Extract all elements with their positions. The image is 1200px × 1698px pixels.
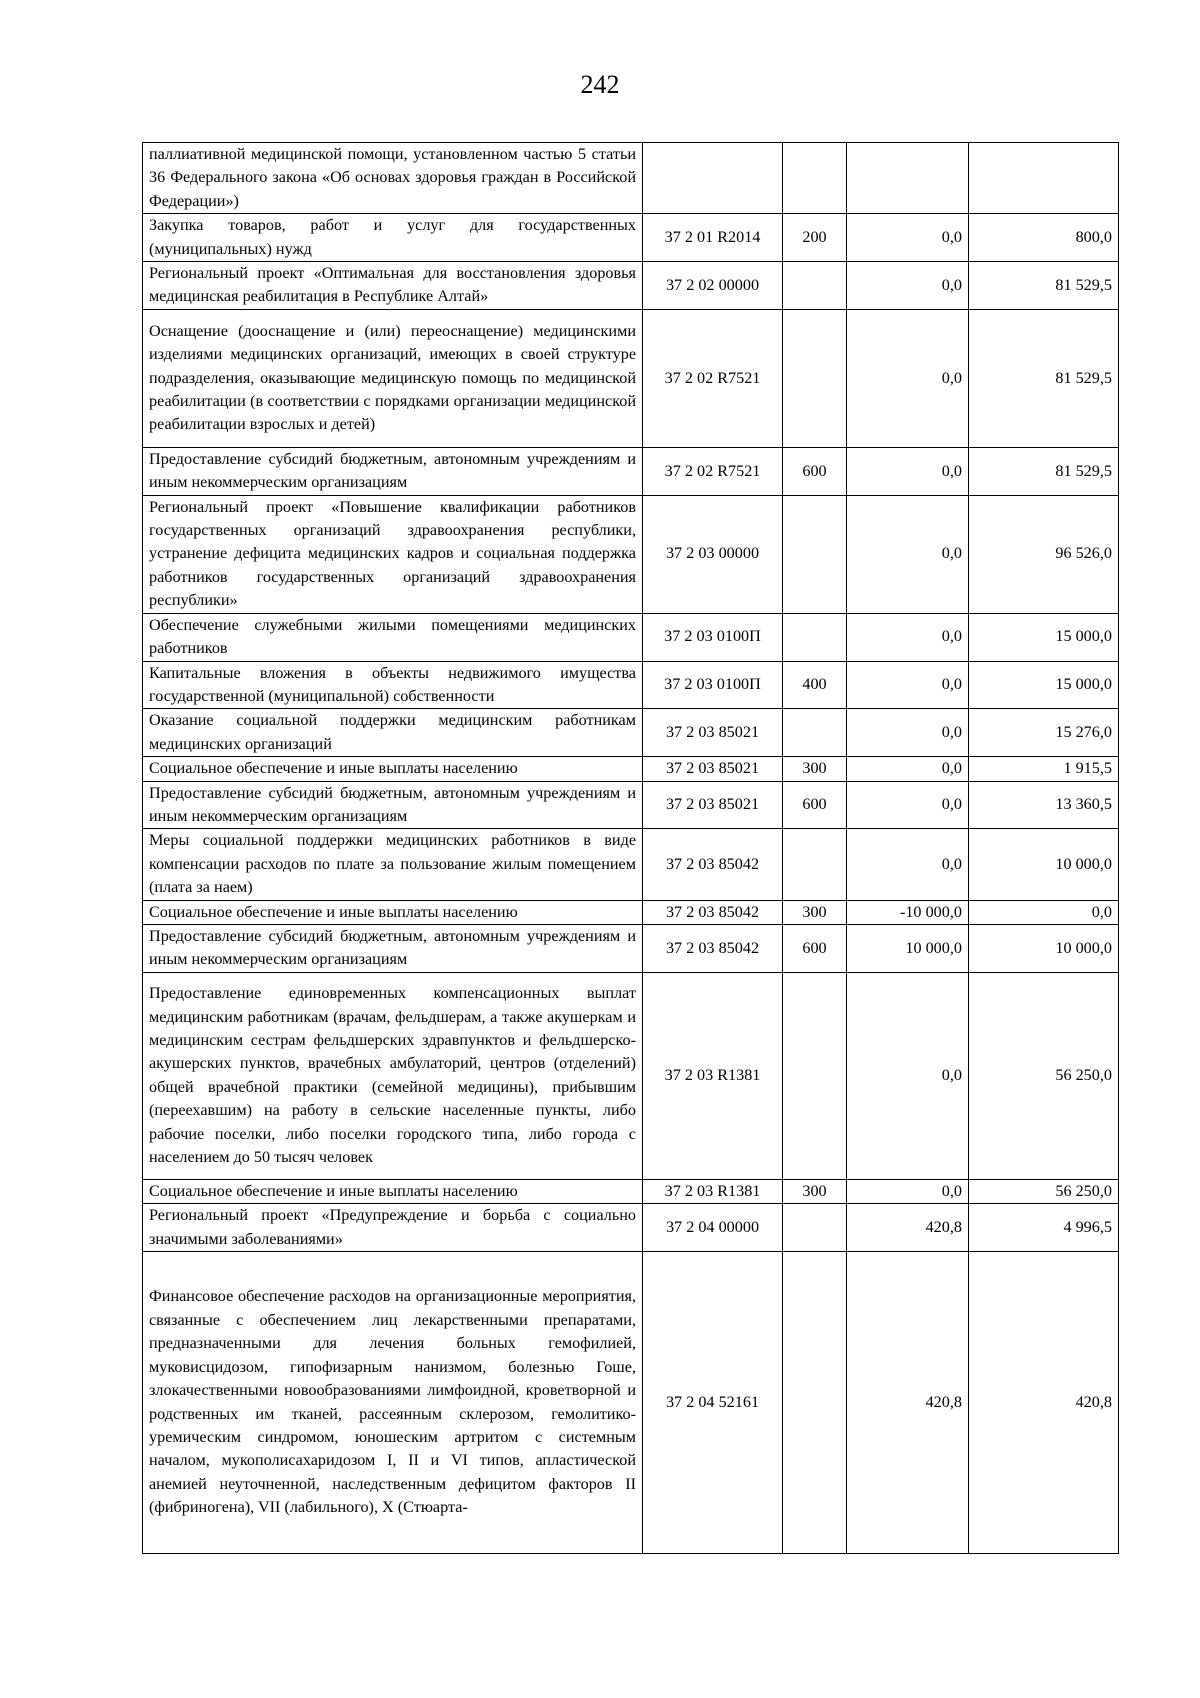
row-expense-type: 300 [783,1179,847,1203]
row-change [847,143,969,214]
row-expense-type [783,613,847,661]
table-row [143,900,1119,924]
row-name: Обеспечение служебными жилыми помещениями медицинских работников [143,613,643,661]
row-expense-type [783,972,847,1179]
row-change: 10 000,0 [847,924,969,972]
row-expense-type: 200 [783,214,847,262]
row-total: 1 915,5 [969,757,1119,781]
row-total [969,143,1119,214]
row-code: 37 2 02 R7521 [643,447,783,495]
row-expense-type: 600 [783,447,847,495]
table-row [143,613,1119,661]
row-total: 56 250,0 [969,1179,1119,1203]
row-name: Социальное обеспечение и иные выплаты населению [143,1179,643,1203]
row-change: 0,0 [847,495,969,613]
row-code: 37 2 03 85021 [643,781,783,829]
row-total: 4 996,5 [969,1204,1119,1252]
row-code: 37 2 03 0100П [643,661,783,709]
row-change: 0,0 [847,262,969,310]
row-total: 0,0 [969,900,1119,924]
budget-table [142,142,1119,1554]
row-name: Финансовое обеспечение расходов на организационные мероприятия, связанные с обеспечением лиц лекарственными препаратами, предназначенными для лечения больных гемофилией, муковисцидозом, гипофизарным нанизмом, болезнью Гоше, злокачественными новообразованиями лимфоидной, кроветворной и родственных им тканей, рассеянным склерозом, гемолитико-уремическим синдромом, юношеским артритом с системным началом, мукополисахаридозом I, II и VI типов, апластической анемией неуточненной, наследственным дефицитом факторов II (фибриногена), VII (лабильного), X (Стюарта- [143,1252,643,1554]
row-change: 0,0 [847,709,969,757]
row-change: 0,0 [847,214,969,262]
row-expense-type: 600 [783,924,847,972]
row-code: 37 2 03 0100П [643,613,783,661]
table-row [143,709,1119,757]
table-row [143,495,1119,613]
row-total: 56 250,0 [969,972,1119,1179]
table-row [143,262,1119,310]
row-code: 37 2 04 52161 [643,1252,783,1554]
row-code: 37 2 03 85042 [643,900,783,924]
budget-table-body [143,143,1119,1554]
row-change: 420,8 [847,1252,969,1554]
row-code: 37 2 03 R1381 [643,972,783,1179]
row-code: 37 2 02 00000 [643,262,783,310]
row-expense-type [783,1204,847,1252]
table-row [143,447,1119,495]
row-expense-type [783,829,847,900]
row-name: Оснащение (дооснащение и (или) переоснащение) медицинскими изделиями медицинских организаций, имеющих в своей структуре подразделения, оказывающие медицинскую помощь по медицинской реабилитации (в соответствии с порядками организации медицинской реабилитации взрослых и детей) [143,309,643,447]
row-expense-type [783,1252,847,1554]
row-code: 37 2 03 85021 [643,757,783,781]
row-total: 15 000,0 [969,613,1119,661]
row-total: 15 276,0 [969,709,1119,757]
row-change: 0,0 [847,661,969,709]
row-change: 0,0 [847,309,969,447]
row-name: Меры социальной поддержки медицинских работников в виде компенсации расходов по плате за пользование жилым помещением (плата за наем) [143,829,643,900]
table-row [143,829,1119,900]
row-expense-type: 300 [783,757,847,781]
row-code: 37 2 03 85042 [643,924,783,972]
row-name: Социальное обеспечение и иные выплаты населению [143,757,643,781]
row-code: 37 2 03 85042 [643,829,783,900]
row-total: 81 529,5 [969,447,1119,495]
row-name: Капитальные вложения в объекты недвижимого имущества государственной (муниципальной) собственности [143,661,643,709]
table-row [143,214,1119,262]
row-total: 10 000,0 [969,829,1119,900]
table-row [143,1252,1119,1554]
table-row [143,781,1119,829]
row-name: Региональный проект «Предупреждение и борьба с социально значимыми заболеваниями» [143,1204,643,1252]
row-total: 10 000,0 [969,924,1119,972]
row-name: Предоставление субсидий бюджетным, автономным учреждениям и иным некоммерческим организациям [143,924,643,972]
row-name: Предоставление единовременных компенсационных выплат медицинским работникам (врачам, фельдшерам, а также акушеркам и медицинским сестрам фельдшерских здравпунктов и фельдшерско-акушерских пунктов, врачебных амбулаторий, центров (отделений) общей врачебной практики (семейной медицины), прибывшим (переехавшим) на работу в сельские населенные пункты, либо рабочие поселки, либо поселки городского типа, либо города с населением до 50 тысяч человек [143,972,643,1179]
row-change: 0,0 [847,781,969,829]
row-total: 420,8 [969,1252,1119,1554]
row-code [643,143,783,214]
page-number: 242 [580,70,620,99]
row-total: 81 529,5 [969,309,1119,447]
row-change: 0,0 [847,829,969,900]
row-change: 0,0 [847,1179,969,1203]
row-change: 0,0 [847,972,969,1179]
row-total: 81 529,5 [969,262,1119,310]
row-name: Предоставление субсидий бюджетным, автономным учреждениям и иным некоммерческим организациям [143,781,643,829]
row-code: 37 2 02 R7521 [643,309,783,447]
table-row [143,972,1119,1179]
table-row [143,661,1119,709]
row-expense-type: 400 [783,661,847,709]
table-row [143,309,1119,447]
row-name: Предоставление субсидий бюджетным, автономным учреждениям и иным некоммерческим организациям [143,447,643,495]
row-name: Региональный проект «Оптимальная для восстановления здоровья медицинская реабилитация в Республике Алтай» [143,262,643,310]
row-change: 0,0 [847,613,969,661]
table-row [143,757,1119,781]
row-code: 37 2 03 R1381 [643,1179,783,1203]
row-expense-type [783,495,847,613]
row-code: 37 2 01 R2014 [643,214,783,262]
table-row [143,1204,1119,1252]
row-expense-type [783,709,847,757]
row-total: 15 000,0 [969,661,1119,709]
row-total: 96 526,0 [969,495,1119,613]
row-expense-type: 600 [783,781,847,829]
row-expense-type: 300 [783,900,847,924]
row-change: 0,0 [847,757,969,781]
table-row [143,143,1119,214]
row-name: Оказание социальной поддержки медицинским работникам медицинских организаций [143,709,643,757]
row-change: 420,8 [847,1204,969,1252]
row-expense-type [783,262,847,310]
row-code: 37 2 04 00000 [643,1204,783,1252]
table-row [143,1179,1119,1203]
row-name: Социальное обеспечение и иные выплаты населению [143,900,643,924]
row-code: 37 2 03 85021 [643,709,783,757]
table-row [143,924,1119,972]
row-code: 37 2 03 00000 [643,495,783,613]
row-total: 13 360,5 [969,781,1119,829]
row-expense-type [783,309,847,447]
row-change: 0,0 [847,447,969,495]
row-name: Закупка товаров, работ и услуг для государственных (муниципальных) нужд [143,214,643,262]
row-total: 800,0 [969,214,1119,262]
row-expense-type [783,143,847,214]
row-name: паллиативной медицинской помощи, установленном частью 5 статьи 36 Федерального закона «Об основах здоровья граждан в Российской Федерации») [143,143,643,214]
row-change: -10 000,0 [847,900,969,924]
row-name: Региональный проект «Повышение квалификации работников государственных организаций здравоохранения республики, устранение дефицита медицинских кадров и социальная поддержка работников государственных организаций здравоохранения республики» [143,495,643,613]
